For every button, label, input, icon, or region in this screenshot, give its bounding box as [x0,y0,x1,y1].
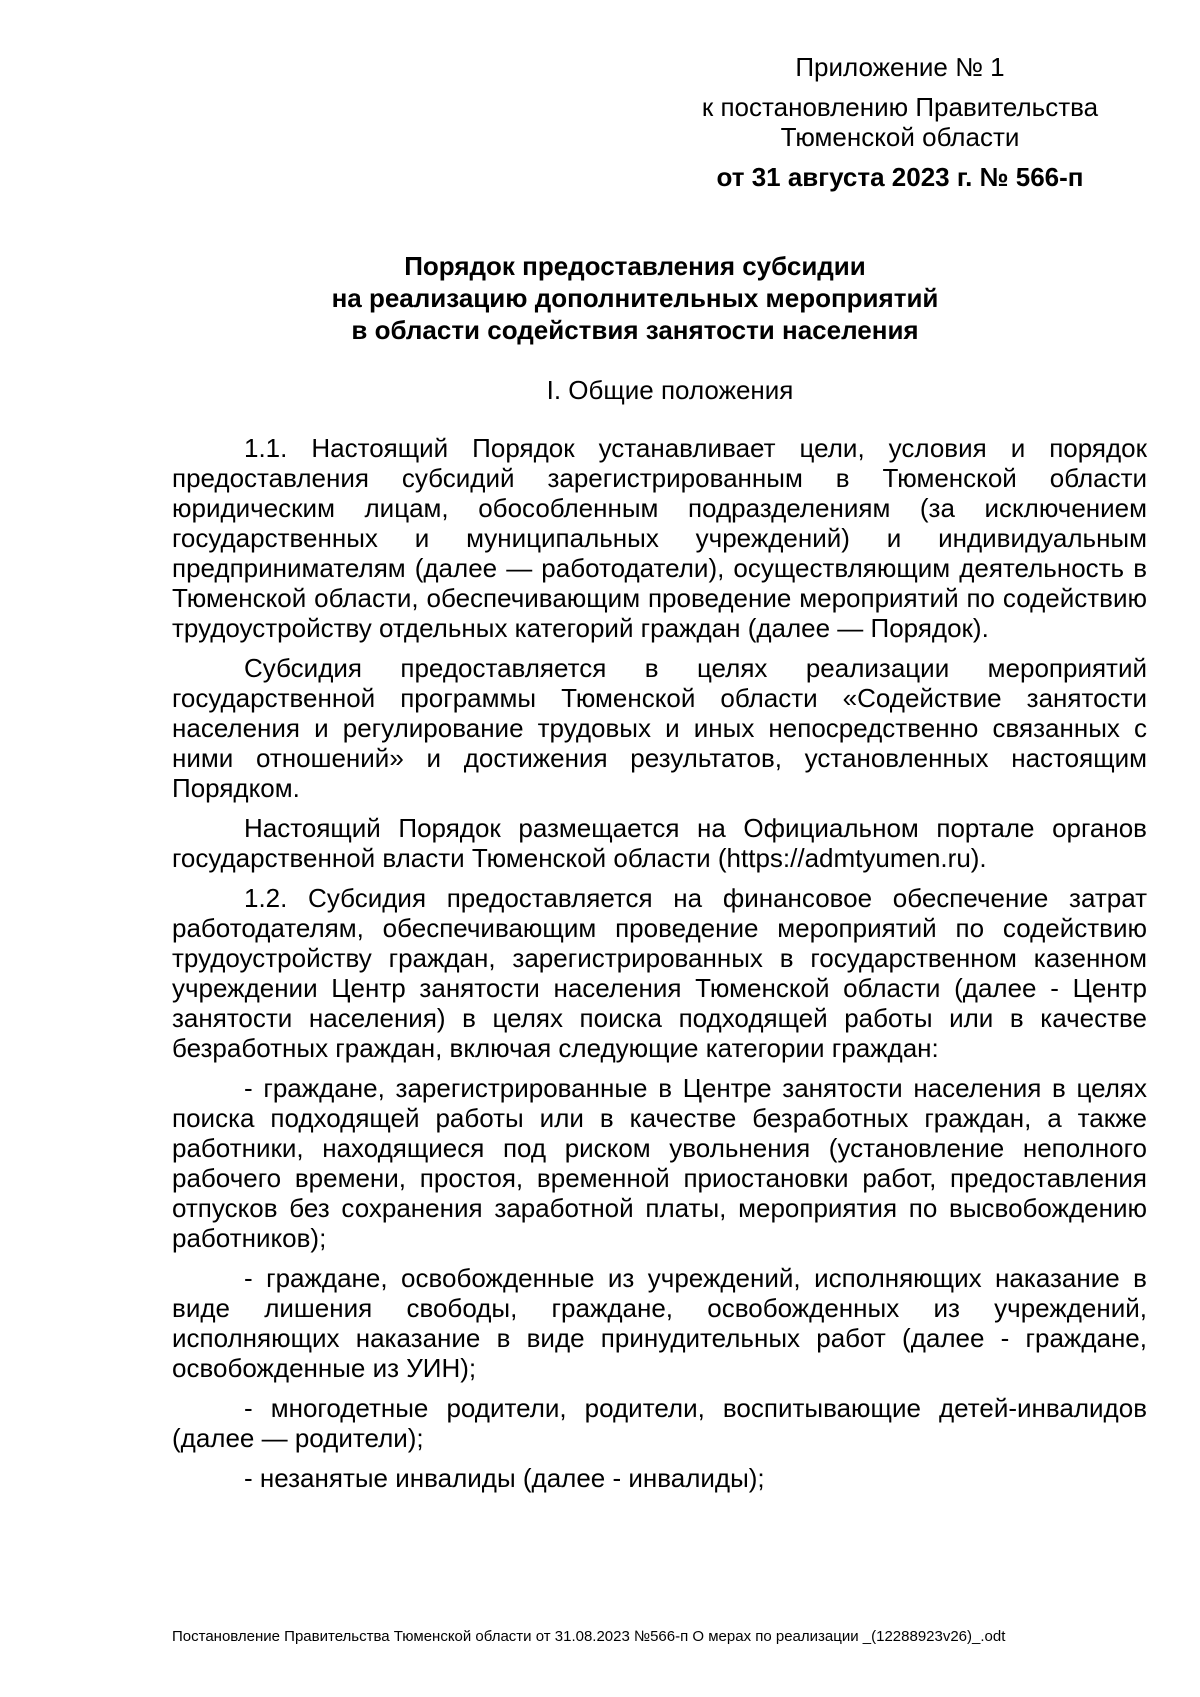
paragraph: - незанятые инвалиды (далее - инвалиды); [244,1463,765,1493]
paragraph: - многодетные родители, родители, воспитывающие детей-инвалидов (далее — родители); [172,1393,1147,1453]
appendix-header [690,52,1110,192]
title-line-3: в области содействия занятости населения [351,315,919,345]
title-line-1: Порядок предоставления субсидии [404,251,866,281]
resolution-reference: к постановлению Правительства [701,92,1099,122]
document-title [170,250,1100,346]
paragraph: 1.2. Субсидия предоставляется на финансовое обеспечение затрат работодателям, обеспечивающим проведение мероприятий по содействию трудоустройству граждан, зарегистрированных в государственном казенном учреждении Центр занятости населения Тюменской области (далее - Центр занятости населения) в целях поиска подходящей работы или в качестве безработных граждан, включая следующие категории граждан: [172,883,1147,1063]
paragraph: - граждане, зарегистрированные в Центре занятости населения в целях поиска подходящей работы или в качестве безработных граждан, а также работники, находящиеся под риском увольнения (установление неполного рабочего времени, простоя, временной приостановки работ, предоставления отпусков без сохранения заработной платы, мероприятия по высвобождению работников); [172,1073,1147,1253]
paragraph: - граждане, освобожденные из учреждений, исполняющих наказание в виде лишения свободы, граждане, освобожденных из учреждений, исполняющих наказание в виде принудительных работ (далее - граждане, освобожденные из УИН); [172,1263,1147,1383]
section-heading: I. Общие положения [546,375,794,405]
document-body [172,433,1147,1503]
appendix-number: Приложение № 1 [795,52,1005,82]
page-footer: Постановление Правительства Тюменской области от 31.08.2023 №566-п О мерах по реализации _(12288923v26)_.odt [172,1628,1006,1645]
region-name: Тюменской области [780,122,1020,152]
paragraph: Настоящий Порядок размещается на Официальном портале органов государственной власти Тюменской области (https://admtyumen.ru). [172,813,1147,873]
paragraph: 1.1. Настоящий Порядок устанавливает цели, условия и порядок предоставления субсидий зарегистрированным в Тюменской области юридическим лицам, обособленным подразделениям (за исключением государственных и муниципальных учреждений) и индивидуальным предпринимателям (далее — работодатели), осуществляющим деятельность в Тюменской области, обеспечивающим проведение мероприятий по содействию трудоустройству отдельных категорий граждан (далее — Порядок). [172,433,1147,643]
paragraph: Субсидия предоставляется в целях реализации мероприятий государственной программы Тюменской области «Содействие занятости населения и регулирование трудовых и иных непосредственно связанных с ними отношений» и достижения результатов, установленных настоящим Порядком. [172,653,1147,803]
resolution-date-number: от 31 августа 2023 г. № 566-п [716,162,1084,192]
title-line-2: на реализацию дополнительных мероприятий [331,283,939,313]
